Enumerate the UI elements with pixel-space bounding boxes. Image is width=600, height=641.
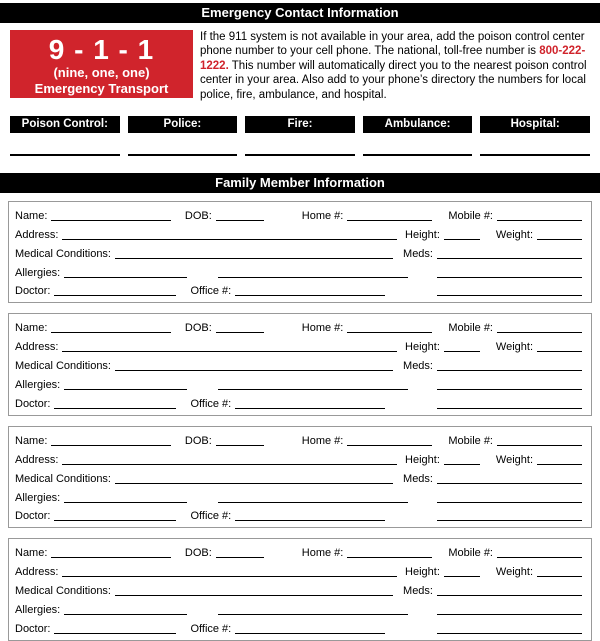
- meds-continuation-line-2[interactable]: [437, 408, 582, 409]
- home-phone-line[interactable]: [347, 445, 432, 446]
- meds-line[interactable]: [437, 370, 582, 371]
- height-label: Height:: [405, 341, 440, 354]
- meds-line[interactable]: [437, 483, 582, 484]
- emergency-number: 9 - 1 - 1: [48, 34, 155, 65]
- contact-col-hospital: [480, 116, 590, 156]
- office-phone-label: Office #:: [190, 510, 232, 523]
- allergies-label: Allergies:: [15, 603, 61, 616]
- ambulance-label: Ambulance:: [363, 116, 473, 133]
- office-phone-label: Office #:: [190, 285, 232, 298]
- weight-label: Weight:: [495, 228, 533, 241]
- height-label: Height:: [405, 566, 440, 579]
- member-row-3: [15, 580, 582, 599]
- allergies-line[interactable]: [64, 277, 187, 278]
- contact-col-police: [128, 116, 238, 156]
- mobile-phone-label: Mobile #:: [448, 322, 493, 335]
- doctor-line[interactable]: [54, 520, 176, 521]
- home-phone-line[interactable]: [347, 220, 432, 221]
- medical-conditions-line[interactable]: [115, 483, 393, 484]
- member-row-1: [15, 205, 582, 224]
- height-line[interactable]: [444, 239, 480, 240]
- member-row-3: [15, 243, 582, 262]
- instructions-text-before: If the 911 system is not available in your area, add the poison control center phone number to your cell phone. The national, toll-free number is: [200, 31, 585, 58]
- family-member-block: [8, 313, 592, 415]
- home-phone-line[interactable]: [347, 332, 432, 333]
- dob-line[interactable]: [216, 557, 264, 558]
- hospital-label: Hospital:: [480, 116, 590, 133]
- office-phone-line[interactable]: [235, 520, 385, 521]
- emergency-911-box: [10, 30, 193, 113]
- weight-line[interactable]: [537, 239, 582, 240]
- mobile-phone-label: Mobile #:: [448, 209, 493, 222]
- weight-label: Weight:: [495, 341, 533, 354]
- name-line[interactable]: [51, 557, 170, 558]
- address-line[interactable]: [62, 464, 397, 465]
- meds-continuation-line[interactable]: [437, 389, 582, 390]
- allergies-continuation-line[interactable]: [218, 389, 408, 390]
- home-phone-label: Home #:: [301, 547, 344, 560]
- name-label: Name:: [15, 547, 48, 560]
- emergency-contacts-row: [10, 116, 590, 156]
- police-number-line[interactable]: [128, 154, 238, 156]
- ambulance-number-line[interactable]: [363, 154, 473, 156]
- family-section-title: Family Member Information: [0, 173, 600, 193]
- allergies-continuation-line[interactable]: [218, 502, 408, 503]
- meds-continuation-line-2[interactable]: [437, 520, 582, 521]
- dob-line[interactable]: [216, 332, 264, 333]
- allergies-line[interactable]: [64, 502, 187, 503]
- instructions-text-after: This number will automatically direct you to the nearest poison control center in your area. Also add to your phone’s directory the numbers for local police, fire, ambulance, and hospital.: [200, 59, 587, 101]
- page-title: Emergency Contact Information: [0, 3, 600, 23]
- allergies-continuation-line[interactable]: [218, 277, 408, 278]
- meds-label: Meds:: [403, 360, 433, 373]
- allergies-line[interactable]: [64, 614, 187, 615]
- poison-control-label: Poison Control:: [10, 116, 120, 133]
- weight-label: Weight:: [495, 566, 533, 579]
- contact-col-ambulance: [363, 116, 473, 156]
- medical-conditions-line[interactable]: [115, 370, 393, 371]
- doctor-label: Doctor:: [15, 397, 51, 410]
- meds-line[interactable]: [437, 595, 582, 596]
- allergies-continuation-line[interactable]: [218, 614, 408, 615]
- allergies-label: Allergies:: [15, 379, 61, 392]
- medical-conditions-label: Medical Conditions:: [15, 360, 111, 373]
- address-line[interactable]: [62, 239, 397, 240]
- doctor-line[interactable]: [54, 295, 176, 296]
- medical-conditions-label: Medical Conditions:: [15, 585, 111, 598]
- weight-label: Weight:: [495, 453, 533, 466]
- name-label: Name:: [15, 434, 48, 447]
- member-row-4: [15, 262, 582, 281]
- weight-line[interactable]: [537, 576, 582, 577]
- member-row-5: [15, 393, 582, 412]
- height-line[interactable]: [444, 351, 480, 352]
- mobile-phone-label: Mobile #:: [448, 547, 493, 560]
- weight-line[interactable]: [537, 464, 582, 465]
- contact-col-poison-control: [10, 116, 120, 156]
- instructions-paragraph: [200, 30, 590, 102]
- allergies-line[interactable]: [64, 389, 187, 390]
- dob-line[interactable]: [216, 220, 264, 221]
- police-label: Police:: [128, 116, 238, 133]
- intro-section: [10, 30, 590, 113]
- dob-label: DOB:: [184, 322, 212, 335]
- office-phone-line[interactable]: [235, 633, 385, 634]
- fire-label: Fire:: [245, 116, 355, 133]
- name-line[interactable]: [51, 445, 170, 446]
- family-member-block: [8, 201, 592, 303]
- medical-conditions-label: Medical Conditions:: [15, 247, 111, 260]
- family-member-block: [8, 426, 592, 528]
- address-line[interactable]: [62, 351, 397, 352]
- office-phone-line[interactable]: [235, 295, 385, 296]
- address-line[interactable]: [62, 576, 397, 577]
- mobile-phone-line[interactable]: [497, 557, 582, 558]
- dob-label: DOB:: [184, 209, 212, 222]
- poison-control-phone-number: 800-222-1222.: [200, 45, 586, 72]
- office-phone-label: Office #:: [190, 622, 232, 635]
- meds-label: Meds:: [403, 585, 433, 598]
- member-row-4: [15, 374, 582, 393]
- name-line[interactable]: [51, 332, 170, 333]
- address-label: Address:: [15, 453, 59, 466]
- doctor-label: Doctor:: [15, 622, 51, 635]
- family-members: [0, 201, 600, 641]
- home-phone-label: Home #:: [301, 434, 344, 447]
- member-row-2: [15, 336, 582, 355]
- mobile-phone-line[interactable]: [497, 220, 582, 221]
- height-line[interactable]: [444, 464, 480, 465]
- meds-label: Meds:: [403, 472, 433, 485]
- member-row-3: [15, 355, 582, 374]
- height-line[interactable]: [444, 576, 480, 577]
- member-row-5: [15, 506, 582, 525]
- member-row-2: [15, 449, 582, 468]
- doctor-line[interactable]: [54, 408, 176, 409]
- member-row-1: [15, 317, 582, 336]
- address-label: Address:: [15, 566, 59, 579]
- meds-continuation-line-2[interactable]: [437, 633, 582, 634]
- medical-conditions-line[interactable]: [115, 258, 393, 259]
- meds-continuation-line[interactable]: [437, 277, 582, 278]
- member-row-1: [15, 542, 582, 561]
- name-label: Name:: [15, 322, 48, 335]
- address-label: Address:: [15, 341, 59, 354]
- dob-line[interactable]: [216, 445, 264, 446]
- meds-line[interactable]: [437, 258, 582, 259]
- medical-conditions-line[interactable]: [115, 595, 393, 596]
- member-row-5: [15, 618, 582, 637]
- meds-label: Meds:: [403, 247, 433, 260]
- member-row-2: [15, 224, 582, 243]
- medical-conditions-label: Medical Conditions:: [15, 472, 111, 485]
- doctor-label: Doctor:: [15, 510, 51, 523]
- mobile-phone-line[interactable]: [497, 332, 582, 333]
- office-phone-label: Office #:: [190, 397, 232, 410]
- weight-line[interactable]: [537, 351, 582, 352]
- meds-continuation-line[interactable]: [437, 502, 582, 503]
- mobile-phone-line[interactable]: [497, 445, 582, 446]
- height-label: Height:: [405, 453, 440, 466]
- allergies-label: Allergies:: [15, 266, 61, 279]
- member-row-3: [15, 468, 582, 487]
- member-row-5: [15, 281, 582, 300]
- home-phone-label: Home #:: [301, 209, 344, 222]
- home-phone-line[interactable]: [347, 557, 432, 558]
- member-row-1: [15, 430, 582, 449]
- dob-label: DOB:: [184, 434, 212, 447]
- dob-label: DOB:: [184, 547, 212, 560]
- home-phone-label: Home #:: [301, 322, 344, 335]
- name-label: Name:: [15, 209, 48, 222]
- height-label: Height:: [405, 228, 440, 241]
- office-phone-line[interactable]: [235, 408, 385, 409]
- allergies-label: Allergies:: [15, 491, 61, 504]
- meds-continuation-line-2[interactable]: [437, 295, 582, 296]
- hospital-number-line[interactable]: [480, 154, 590, 156]
- poison-control-number-line[interactable]: [10, 154, 120, 156]
- contact-col-fire: [245, 116, 355, 156]
- doctor-line[interactable]: [54, 633, 176, 634]
- meds-continuation-line[interactable]: [437, 614, 582, 615]
- member-row-4: [15, 487, 582, 506]
- member-row-4: [15, 599, 582, 618]
- member-row-2: [15, 561, 582, 580]
- name-line[interactable]: [51, 220, 170, 221]
- fire-number-line[interactable]: [245, 154, 355, 156]
- mobile-phone-label: Mobile #:: [448, 434, 493, 447]
- emergency-number-phonetic: (nine, one, one): [53, 65, 150, 80]
- family-member-block: [8, 538, 592, 640]
- doctor-label: Doctor:: [15, 285, 51, 298]
- emergency-transport-caption: Emergency Transport System: [34, 81, 169, 113]
- address-label: Address:: [15, 228, 59, 241]
